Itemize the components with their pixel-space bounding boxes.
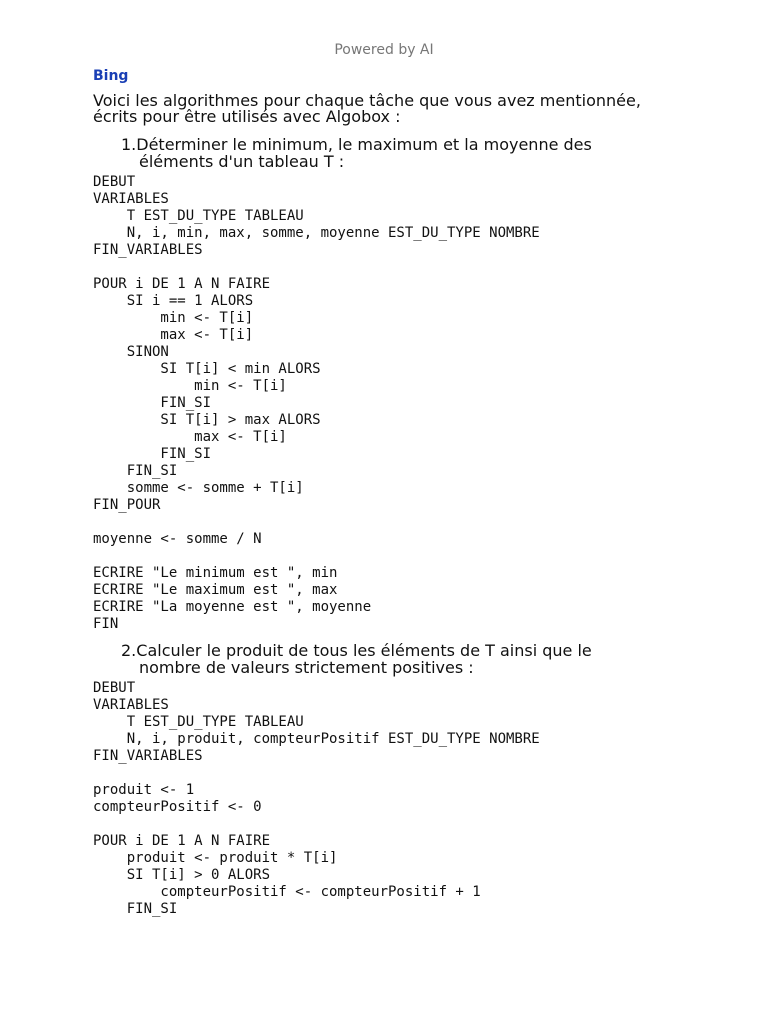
powered-by-header: Powered by AI [334,42,434,58]
intro-paragraph [93,93,713,125]
task-2-code-block: DEBUT VARIABLES T EST_DU_TYPE TABLEAU N, i, produit, compteurPositif EST_DU_TYPE NOMBRE FIN_VARIABLES produit <- 1 compteurPositif <- 0 POUR i DE 1 A N FAIRE produit <- produit * T[i] SI T[i] > 0 ALORS compteurPositif <- compteurPositif + 1 FIN_SI [93,680,540,917]
task-2-number: 2. [121,641,137,660]
task-2-line-2: nombre de valeurs strictement positives : [139,658,474,677]
author-label: Bing [93,68,129,84]
task-2-line-1: Calculer le produit de tous les éléments de T ainsi que le [136,641,592,660]
intro-line-1: Voici les algorithmes pour chaque tâche que vous avez mentionnée, [93,91,641,110]
task-1-code-block: DEBUT VARIABLES T EST_DU_TYPE TABLEAU N, i, min, max, somme, moyenne EST_DU_TYPE NOMBRE FIN_VARIABLES POUR i DE 1 A N FAIRE SI i == 1 ALORS min <- T[i] max <- T[i] SINON SI T[i] < min ALORS min <- T[i] FIN_SI SI T[i] > max ALORS max <- T[i] FIN_SI FIN_SI somme <- somme + T[i] FIN_POUR moyenne <- somme / N ECRIRE "Le minimum est ", min ECRIRE "Le maximum est ", max ECRIRE "La moyenne est ", moyenne FIN [93,174,540,632]
task-1-number: 1. [121,135,137,154]
task-1-heading [121,136,661,170]
task-2-heading [121,642,661,676]
intro-line-2: écrits pour être utilisés avec Algobox : [93,107,401,126]
task-1-line-1: Déterminer le minimum, le maximum et la moyenne des [136,135,592,154]
task-1-line-2: éléments d'un tableau T : [139,152,345,171]
